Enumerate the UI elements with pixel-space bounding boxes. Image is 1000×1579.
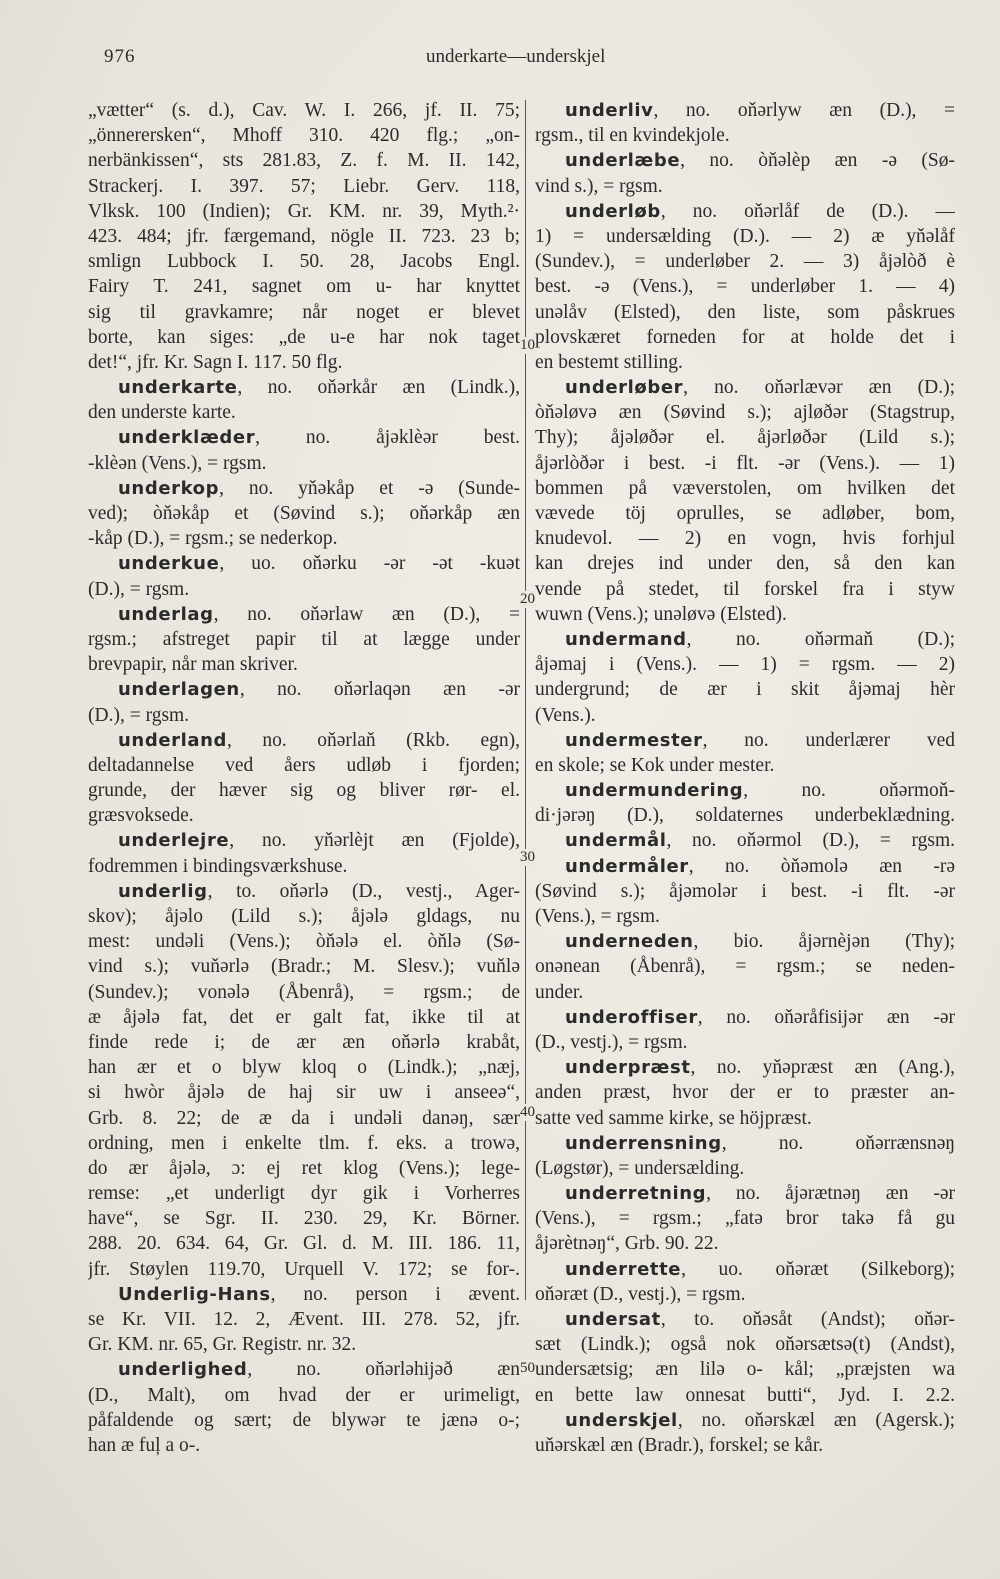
line-text: ordning, men i enkelte tlm. f. eks. a trowə,	[88, 1132, 520, 1154]
line-text: 423. 484; jfr. færgemand, nögle II. 723. 23 b;	[88, 225, 520, 247]
line-text: en bette law onnesat butti“, Jyd. I. 2.2.	[535, 1384, 955, 1406]
line-text: skov); åjəlo (Lild s.); åjələ gldags, nu	[88, 906, 520, 927]
line-text: , to. oňəsåt (Andst); oňər-	[660, 1309, 955, 1330]
line-text: Gr. KM. nr. 65, Gr. Registr. nr. 32.	[88, 1334, 357, 1356]
text-line	[88, 451, 520, 476]
text-line	[535, 677, 955, 702]
headword: underlighed	[118, 1359, 248, 1381]
line-text: grunde, der hæver sig og bliver rør- el.	[88, 780, 520, 802]
line-text: nerbänkissen“, sts 281.83, Z. f. M. II. 142,	[88, 150, 520, 172]
text-line	[88, 199, 520, 224]
entry-line	[88, 728, 520, 753]
text-line	[535, 1383, 955, 1408]
line-text: æ åjələ fat, det er galt fat, ikke til at	[88, 1006, 520, 1028]
entry-line	[535, 375, 955, 400]
text-line	[535, 1332, 955, 1357]
text-line	[88, 980, 520, 1005]
headword: undersat	[565, 1309, 661, 1330]
text-line	[535, 1231, 955, 1256]
text-line	[535, 753, 955, 778]
line-text: jfr. Støylen 119.70, Urquell V. 172; se for-.	[88, 1258, 520, 1280]
line-text: , no. åjəklèər best.	[255, 427, 520, 449]
line-text: vende på stedet, til forskel fra i styw	[535, 578, 955, 600]
text-line	[88, 123, 520, 148]
text-line	[535, 350, 955, 375]
text-line	[535, 904, 955, 929]
line-text: Fairy T. 241, sagnet om u- har knyttet	[88, 276, 520, 298]
line-text: „önnerersken“, Mhoff 310. 420 flg.; „on-	[88, 125, 520, 147]
headword: underneden	[565, 931, 694, 953]
line-text: , no. oňərkår æn (Lindk.),	[237, 377, 520, 399]
line-text: mest: undəli (Vens.); òňələ el. òňlə (Sø-	[88, 931, 520, 953]
line-text: (D., Malt), om hvad der er urimeligt,	[88, 1384, 520, 1406]
entry-line	[535, 1005, 955, 1030]
line-text: , no. underlærer ved	[702, 729, 955, 751]
page-number: 976	[104, 46, 136, 67]
entry-line	[535, 854, 955, 879]
line-text: brevpapir, når man skriver.	[88, 654, 298, 676]
entry-line	[535, 199, 955, 224]
headword: underliv	[565, 100, 654, 121]
line-text: , uo. oňəræt (Silkeborg);	[681, 1258, 955, 1280]
text-line	[88, 350, 520, 375]
entry-line	[535, 148, 955, 173]
text-line	[535, 577, 955, 602]
text-line	[535, 224, 955, 249]
line-text: , no. òňəmolə æn -rə	[688, 855, 955, 877]
line-text: , no. oňərrænsnəŋ	[721, 1132, 955, 1154]
line-text: græsvoksede.	[88, 805, 194, 827]
text-line	[88, 1055, 520, 1080]
line-text: ved); òňəkåp et (Søvind s.); oňərkåp æn	[88, 503, 520, 524]
line-text: do ær åjələ, ɔ: ej ret klog (Vens.); lege-	[88, 1157, 520, 1179]
line-text: Thy); åjəløðər el. åjərløðər (Lild s.);	[535, 427, 955, 449]
headword: undermåler	[565, 855, 689, 877]
line-text: en bestemt stilling.	[535, 351, 683, 373]
headword: underrensning	[565, 1132, 722, 1154]
text-line	[88, 904, 520, 929]
line-text: di·jərəŋ (D.), soldaternes underbeklædning.	[535, 805, 955, 827]
line-text: , no. oňərmoň-	[743, 780, 955, 802]
line-text: , no. yňəkåp et -ə (Sunde-	[219, 477, 520, 499]
line-text: han ær et o blyw kloq o (Lindk.); „næj,	[88, 1057, 520, 1079]
headword: underretning	[565, 1183, 707, 1205]
line-text: se Kr. VII. 12. 2, Ævent. III. 278. 52, jfr.	[88, 1309, 520, 1330]
line-text: have“, se Sgr. II. 230. 29, Kr. Börner.	[88, 1208, 520, 1230]
line-text: påfaldende og sært; de blywər te jænə o-;	[88, 1409, 520, 1431]
text-line	[535, 249, 955, 274]
headword: underlagen	[118, 679, 240, 701]
text-line	[88, 526, 520, 551]
text-line	[88, 501, 520, 526]
entry-line	[88, 1357, 520, 1382]
line-text: , to. oňərlə (D., vestj., Ager-	[207, 880, 520, 902]
line-text: knudevol. — 2) en vogn, hvis forhjul	[535, 528, 955, 550]
text-line	[535, 1030, 955, 1055]
headword: underoffiser	[565, 1006, 698, 1028]
text-line	[88, 1106, 520, 1131]
text-line	[88, 854, 520, 879]
line-text: under.	[535, 981, 584, 1003]
text-line	[535, 879, 955, 904]
line-text: 1) = undersælding (D.). — 2) æ yňəlåf	[535, 225, 955, 247]
line-text: en skole; se Kok under mester.	[535, 754, 775, 776]
line-text: , no. oňərmaň (D.);	[686, 628, 955, 650]
text-line	[88, 577, 520, 602]
text-line	[88, 1181, 520, 1206]
headword: undermål	[565, 830, 667, 852]
entry-line	[88, 602, 520, 627]
headword: undermundering	[565, 780, 744, 802]
line-text: , no. oňərlaw æn (D.), =	[213, 603, 520, 625]
line-text: oňəræt (D., vestj.), = rgsm.	[535, 1283, 746, 1305]
text-line	[88, 1005, 520, 1030]
line-text: , bio. åjərnèjən (Thy);	[693, 931, 955, 953]
line-marker-50: 50	[520, 1360, 535, 1376]
entry-line	[88, 879, 520, 904]
line-text: si hwòr åjələ de haj sir uw i anseeə“,	[88, 1082, 520, 1104]
line-text: onənean (Åbenrå), = rgsm.; se neden-	[535, 956, 955, 978]
line-text: vind s.), = rgsm.	[535, 175, 663, 197]
line-text: uňərskæl æn (Bradr.), forskel; se kår.	[535, 1434, 824, 1456]
entry-line	[88, 1282, 520, 1307]
text-line	[535, 400, 955, 425]
text-line	[88, 753, 520, 778]
line-text: den underste karte.	[88, 402, 236, 424]
text-line	[535, 425, 955, 450]
text-line	[88, 954, 520, 979]
text-line	[535, 954, 955, 979]
line-text: , no. oňərlævər æn (D.);	[683, 377, 955, 399]
headword: underland	[118, 729, 228, 751]
entry-line	[535, 1131, 955, 1156]
line-text: Vlksk. 100 (Indien); Gr. KM. nr. 39, Myth.²·	[88, 200, 520, 222]
line-text: borte, kan siges: „de u-e har nok taget	[88, 326, 520, 348]
text-line	[88, 274, 520, 299]
text-line	[535, 1206, 955, 1231]
line-text: deltadannelse ved åers udløb i fjorden;	[88, 754, 520, 776]
text-line	[535, 451, 955, 476]
text-line	[88, 300, 520, 325]
line-text: plovskæret forneden for at holde det i	[535, 326, 955, 348]
line-marker-30: 30	[520, 849, 535, 865]
line-text: rgsm., til en kvindekjole.	[535, 125, 730, 147]
line-text: smlign Lubbock I. 50. 28, Jacobs Engl.	[88, 251, 520, 273]
entry-line	[88, 425, 520, 450]
line-text: Grb. 8. 22; de æ da i undəli danəŋ, sær	[88, 1107, 520, 1129]
text-line	[535, 325, 955, 350]
headword: underkop	[118, 477, 220, 499]
headword: underkue	[118, 553, 220, 575]
left-column	[88, 98, 520, 1458]
line-text: Strackerj. I. 397. 57; Liebr. Gerv. 118,	[88, 175, 520, 197]
line-text: „vætter“ (s. d.), Cav. W. I. 266, jf. II. 75;	[88, 100, 520, 121]
text-line	[535, 274, 955, 299]
line-text: , no. oňərləhijəð æn	[247, 1359, 520, 1381]
line-text: sæt (Lindk.); også nok oňərsætsə(t) (Andst),	[535, 1334, 955, 1356]
line-text: (Sundev.); vonələ (Åbenrå), = rgsm.; de	[88, 981, 520, 1003]
text-line	[88, 1433, 520, 1458]
headword: underlag	[118, 603, 214, 625]
headword: underpræst	[565, 1057, 691, 1079]
text-line	[88, 1131, 520, 1156]
text-line	[535, 602, 955, 627]
entry-line	[88, 551, 520, 576]
text-line	[88, 1156, 520, 1181]
line-text: -klèən (Vens.), = rgsm.	[88, 452, 267, 474]
line-text: , uo. oňərku -ər -ət -kuət	[219, 553, 520, 575]
text-line	[535, 526, 955, 551]
text-line	[88, 1383, 520, 1408]
text-line	[535, 652, 955, 677]
entry-line	[535, 1307, 955, 1332]
line-text: åjərètnəŋ“, Grb. 90. 22.	[535, 1233, 719, 1255]
headword: underlejre	[118, 830, 230, 852]
text-line	[535, 123, 955, 148]
line-marker-40: 40	[520, 1104, 535, 1120]
line-text: bommen på væverstolen, om hvilken det	[535, 477, 955, 499]
text-line	[88, 1408, 520, 1433]
line-text: satte ved samme kirke, se höjpræst.	[535, 1107, 812, 1129]
entry-line	[88, 375, 520, 400]
entry-line	[535, 828, 955, 853]
page-header	[104, 46, 940, 74]
text-line	[535, 476, 955, 501]
line-text: (D.), = rgsm.	[88, 578, 190, 600]
line-text: vævede töj oprulles, se adløber, bom,	[535, 503, 955, 524]
text-line	[88, 1231, 520, 1256]
text-line	[88, 703, 520, 728]
entry-line	[88, 677, 520, 702]
line-text: (Vens.), = rgsm.	[535, 906, 660, 927]
line-text: best. -ə (Vens.), = underløber 1. — 4)	[535, 276, 955, 298]
headword: underskjel	[565, 1409, 678, 1431]
entry-line	[535, 1055, 955, 1080]
line-text: (Søvind s.); åjəmolər i best. -i flt. -ər	[535, 880, 955, 902]
text-line	[88, 627, 520, 652]
text-line	[88, 929, 520, 954]
entry-line	[535, 627, 955, 652]
line-text: (D., vestj.), = rgsm.	[535, 1031, 688, 1053]
line-text: unəlåv (Elsted), den liste, som påskrues	[535, 301, 955, 323]
entry-line	[535, 778, 955, 803]
headword: underlig	[118, 880, 208, 902]
line-text: anden præst, hvor der er to præster an-	[535, 1082, 955, 1104]
line-text: (D.), = rgsm.	[88, 704, 190, 726]
line-text: 288. 20. 634. 64, Gr. Gl. d. M. III. 186. 11,	[88, 1233, 520, 1255]
text-line	[535, 1080, 955, 1105]
entry-line	[535, 728, 955, 753]
line-text: (Vens.).	[535, 704, 596, 726]
text-line	[88, 1206, 520, 1231]
text-line	[535, 501, 955, 526]
text-line	[88, 1080, 520, 1105]
text-line	[535, 1282, 955, 1307]
text-line	[535, 551, 955, 576]
line-text: , no. oňərskæl æn (Agersk.);	[677, 1409, 955, 1431]
line-text: wuwn (Vens.); unəløvə (Elsted).	[535, 603, 787, 625]
text-line	[535, 1156, 955, 1181]
headword: underløb	[565, 200, 661, 222]
text-line	[535, 1106, 955, 1131]
headword: undermand	[565, 628, 687, 650]
line-text: sig til gravkamre; når noget er blevet	[88, 301, 520, 323]
text-line	[88, 174, 520, 199]
headword: underlæbe	[565, 150, 681, 172]
line-text: vind s.); vuňərlə (Bradr.; M. Slesv.); vuňlə	[88, 956, 520, 978]
line-text: , no. person i ævent.	[270, 1283, 520, 1305]
line-text: , no. oňərlyw æn (D.), =	[653, 100, 955, 121]
line-text: , no. yňərlèjt æn (Fjolde),	[229, 830, 520, 852]
line-text: -kåp (D.), = rgsm.; se nederkop.	[88, 528, 338, 550]
text-line	[88, 778, 520, 803]
text-line	[88, 325, 520, 350]
text-line	[88, 249, 520, 274]
text-line	[535, 803, 955, 828]
line-text: , no. oňərlaqən æn -ər	[239, 679, 520, 701]
headword: underklæder	[118, 427, 256, 449]
line-text: rgsm.; afstreget papir til at lægge under	[88, 628, 520, 650]
line-text: , no. oňərlåf de (D.). —	[660, 200, 955, 222]
line-text: undergrund; de ær i skit åjəmaj hèr	[535, 679, 955, 701]
headword: underløber	[565, 377, 684, 399]
entry-line	[88, 828, 520, 853]
line-text: òňəløvə æn (Søvind s.); ajløðər (Stagstrup,	[535, 402, 955, 424]
text-line	[88, 652, 520, 677]
line-text: åjərlòðər i best. -i flt. -ər (Vens.). — 1)	[535, 452, 955, 474]
line-text: finde rede i; de ær æn oňərlə krabåt,	[88, 1031, 520, 1053]
line-text: , no. oňərlaň (Rkb. egn),	[227, 729, 520, 751]
line-text: (Løgstør), = undersælding.	[535, 1157, 745, 1179]
text-line	[535, 703, 955, 728]
text-line	[88, 1307, 520, 1332]
headword: Underlig-Hans	[118, 1283, 271, 1305]
headword: undermester	[565, 729, 703, 751]
line-text: kan drejes ind under den, så den kan	[535, 553, 955, 575]
entry-line	[535, 1257, 955, 1282]
entry-line	[88, 476, 520, 501]
right-column	[535, 98, 955, 1458]
line-text: , no. òňəlèp æn -ə (Sø-	[680, 150, 955, 172]
line-text: han æ fuļ a o-.	[88, 1434, 201, 1456]
line-text: det!“, jfr. Kr. Sagn I. 117. 50 flg.	[88, 351, 343, 373]
line-text: , no. åjərætnəŋ æn -ər	[706, 1183, 955, 1205]
text-line	[535, 1357, 955, 1382]
entry-line	[535, 1181, 955, 1206]
line-text: remse: „et underligt dyr gik i Vorherres	[88, 1183, 520, 1205]
headword: underkarte	[118, 377, 238, 399]
text-line	[535, 980, 955, 1005]
text-line	[88, 400, 520, 425]
text-line	[88, 98, 520, 123]
line-text: åjəmaj i (Vens.). — 1) = rgsm. — 2)	[535, 654, 955, 676]
text-line	[88, 1332, 520, 1357]
text-line	[88, 1030, 520, 1055]
text-line	[88, 803, 520, 828]
text-line	[535, 1433, 955, 1458]
entry-line	[535, 1408, 955, 1433]
line-text: , no. yňəpræst æn (Ang.),	[690, 1057, 955, 1079]
text-line	[535, 174, 955, 199]
entry-line	[535, 929, 955, 954]
text-line	[535, 300, 955, 325]
line-marker-20: 20	[520, 591, 535, 607]
headword: underrette	[565, 1258, 682, 1280]
text-line	[88, 1257, 520, 1282]
line-text: undersætsig; æn lilə o- kål; „præjsten wa	[535, 1359, 955, 1381]
entry-line	[535, 98, 955, 123]
line-text: fodremmen i bindingsværkshuse.	[88, 855, 348, 877]
line-marker-10: 10	[520, 337, 535, 353]
text-line	[88, 148, 520, 173]
line-text: (Vens.), = rgsm.; „fatə bror takə få gu	[535, 1208, 955, 1230]
line-text: (Sundev.), = underløber 2. — 3) åjəlòð è	[535, 251, 955, 273]
line-text: , no. oňərmol (D.), = rgsm.	[666, 830, 955, 852]
line-text: , no. oňəråfisijər æn -ər	[697, 1006, 955, 1028]
text-line	[88, 224, 520, 249]
running-title: underkarte—underskjel	[426, 46, 606, 67]
